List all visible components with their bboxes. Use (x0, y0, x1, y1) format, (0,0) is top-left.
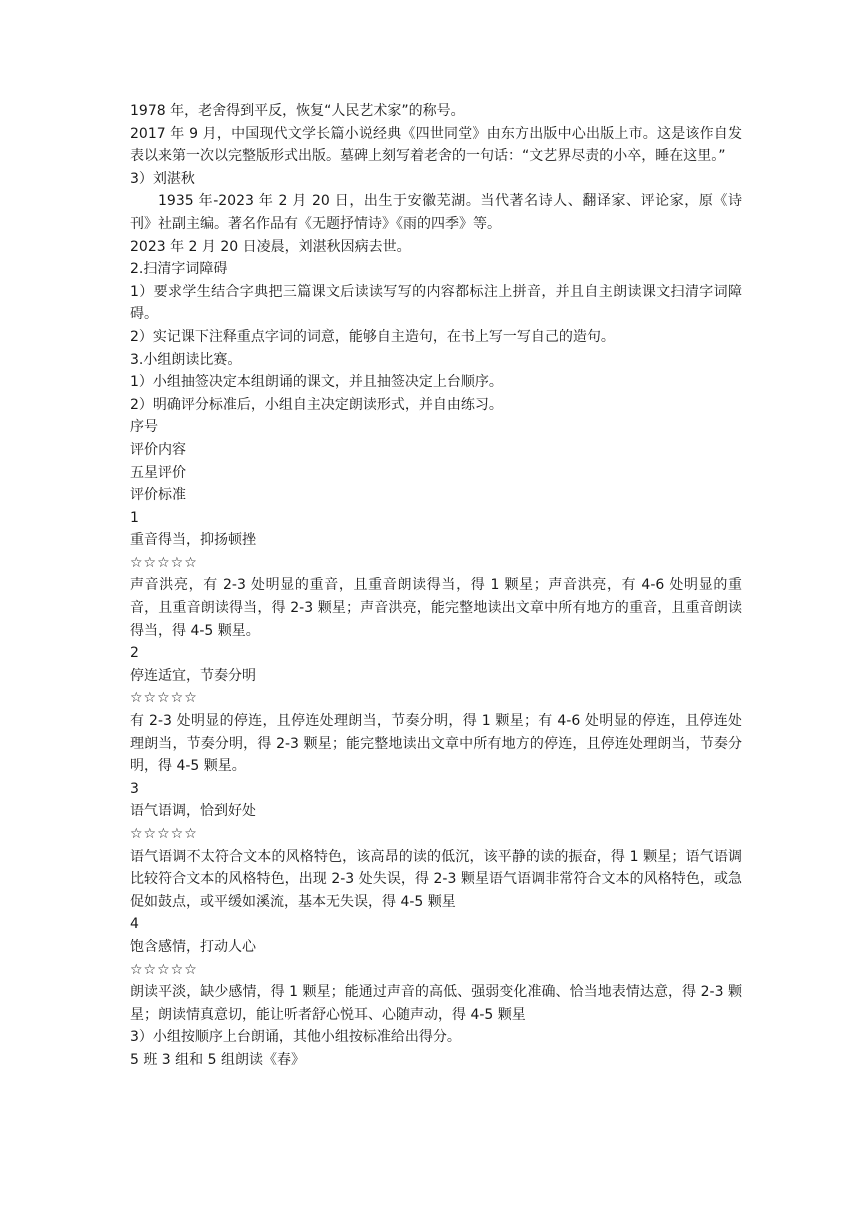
criterion-content: 重音得当，抑扬顿挫 (130, 532, 256, 549)
criterion-number: 3 (130, 780, 139, 797)
table-header-content: 评价内容 (130, 441, 186, 458)
criterion-star-rating: ☆☆☆☆☆ (130, 554, 198, 571)
criterion-content: 语气语调，恰到好处 (130, 803, 256, 820)
criterion-standard: 声音洪亮，有 2-3 处明显的重音，且重音朗读得当，得 1 颗星；声音洪亮，有 4-6 处明显的重音，且重音朗读得当，得 2-3 颗星；声音洪亮，能完整地读出文章中所有地方的重音，且重音朗读得当，得 4-5 颗星。 (130, 577, 742, 639)
criterion-standard: 语气语调不太符合文本的风格特色，该高昂的读的低沉，该平静的读的振奋，得 1 颗星；语气语调比较符合文本的风格特色，出现 2-3 处失误，得 2-3 颗星语气语调非常符合文本的风格特色，或急促如鼓点，或平缓如溪流，基本无失误，得 4-5 颗星 (130, 848, 742, 910)
criterion-star-rating: ☆☆☆☆☆ (130, 961, 198, 978)
table-header-stars: 五星评价 (130, 464, 186, 481)
table-header-number: 序号 (130, 419, 158, 436)
criterion-content: 停连适宜，节奏分明 (130, 667, 256, 684)
heading-reading-contest: 3.小组朗读比赛。 (130, 351, 242, 368)
paragraph-liu-zhanqiu-death: 2023 年 2 月 20 日凌晨，刘湛秋因病去世。 (130, 238, 411, 255)
criterion-star-rating: ☆☆☆☆☆ (130, 690, 198, 707)
paragraph-class-group-reading: 5 班 3 组和 5 组朗读《春》 (130, 1051, 305, 1068)
criterion-number: 1 (130, 509, 139, 526)
heading-clear-vocabulary: 2.扫清字词障碍 (130, 261, 228, 278)
criterion-number: 2 (130, 645, 139, 662)
criterion-star-rating: ☆☆☆☆☆ (130, 826, 198, 842)
criterion-content: 饱含感情，打动人心 (130, 938, 256, 955)
criterion-standard: 朗读平淡，缺少感情，得 1 颗星；能通过声音的高低、强弱变化准确、恰当地表情达意，得 2-3 颗星；朗读情真意切，能让听者舒心悦耳、心随声动，得 4-5 颗星 (130, 984, 742, 1023)
paragraph-liu-zhanqiu-bio: 1935 年-2023 年 2 月 20 日，出生于安徽芜湖。当代著名诗人、翻译家、评论家，原《诗刊》社副主编。著名作品有《无题抒情诗》《雨的四季》等。 (130, 193, 742, 232)
paragraph-contest-step-1: 1）小组抽签决定本组朗诵的课文，并且抽签决定上台顺序。 (130, 374, 503, 391)
paragraph-vocab-step-2: 2）实记课下注释重点字词的词意，能够自主造句，在书上写一写自己的造句。 (130, 328, 615, 345)
criterion-number: 4 (130, 916, 139, 933)
heading-liu-zhanqiu: 3）刘湛秋 (130, 170, 195, 187)
document-body (130, 100, 742, 1072)
paragraph-four-generations-publication: 2017 年 9 月，中国现代文学长篇小说经典《四世同堂》由东方出版中心出版上市。这是该作自发表以来第一次以完整版形式出版。墓碑上刻写着老舍的一句话：“文艺界尽责的小卒，睡在这里。” (130, 125, 742, 165)
paragraph-laoshe-rehabilitation: 1978 年，老舍得到平反，恢复“人民艺术家”的称号。 (130, 103, 465, 119)
paragraph-contest-step-2: 2）明确评分标准后，小组自主决定朗读形式，并自由练习。 (130, 396, 503, 413)
paragraph-contest-step-3: 3）小组按顺序上台朗诵，其他小组按标准给出得分。 (130, 1029, 461, 1046)
criterion-standard: 有 2-3 处明显的停连，且停连处理朗当，节奏分明，得 1 颗星；有 4-6 处明显的停连，且停连处理朗当，节奏分明，得 2-3 颗星；能完整地读出文章中所有地方的停连，且停连处理朗当，节奏分明，得 4-5 颗星。 (130, 713, 742, 775)
table-header-standard: 评价标准 (130, 487, 186, 504)
paragraph-vocab-step-1: 1）要求学生结合字典把三篇课文后读读写写的内容都标注上拼音，并且自主朗读课文扫清字词障碍。 (130, 283, 742, 323)
